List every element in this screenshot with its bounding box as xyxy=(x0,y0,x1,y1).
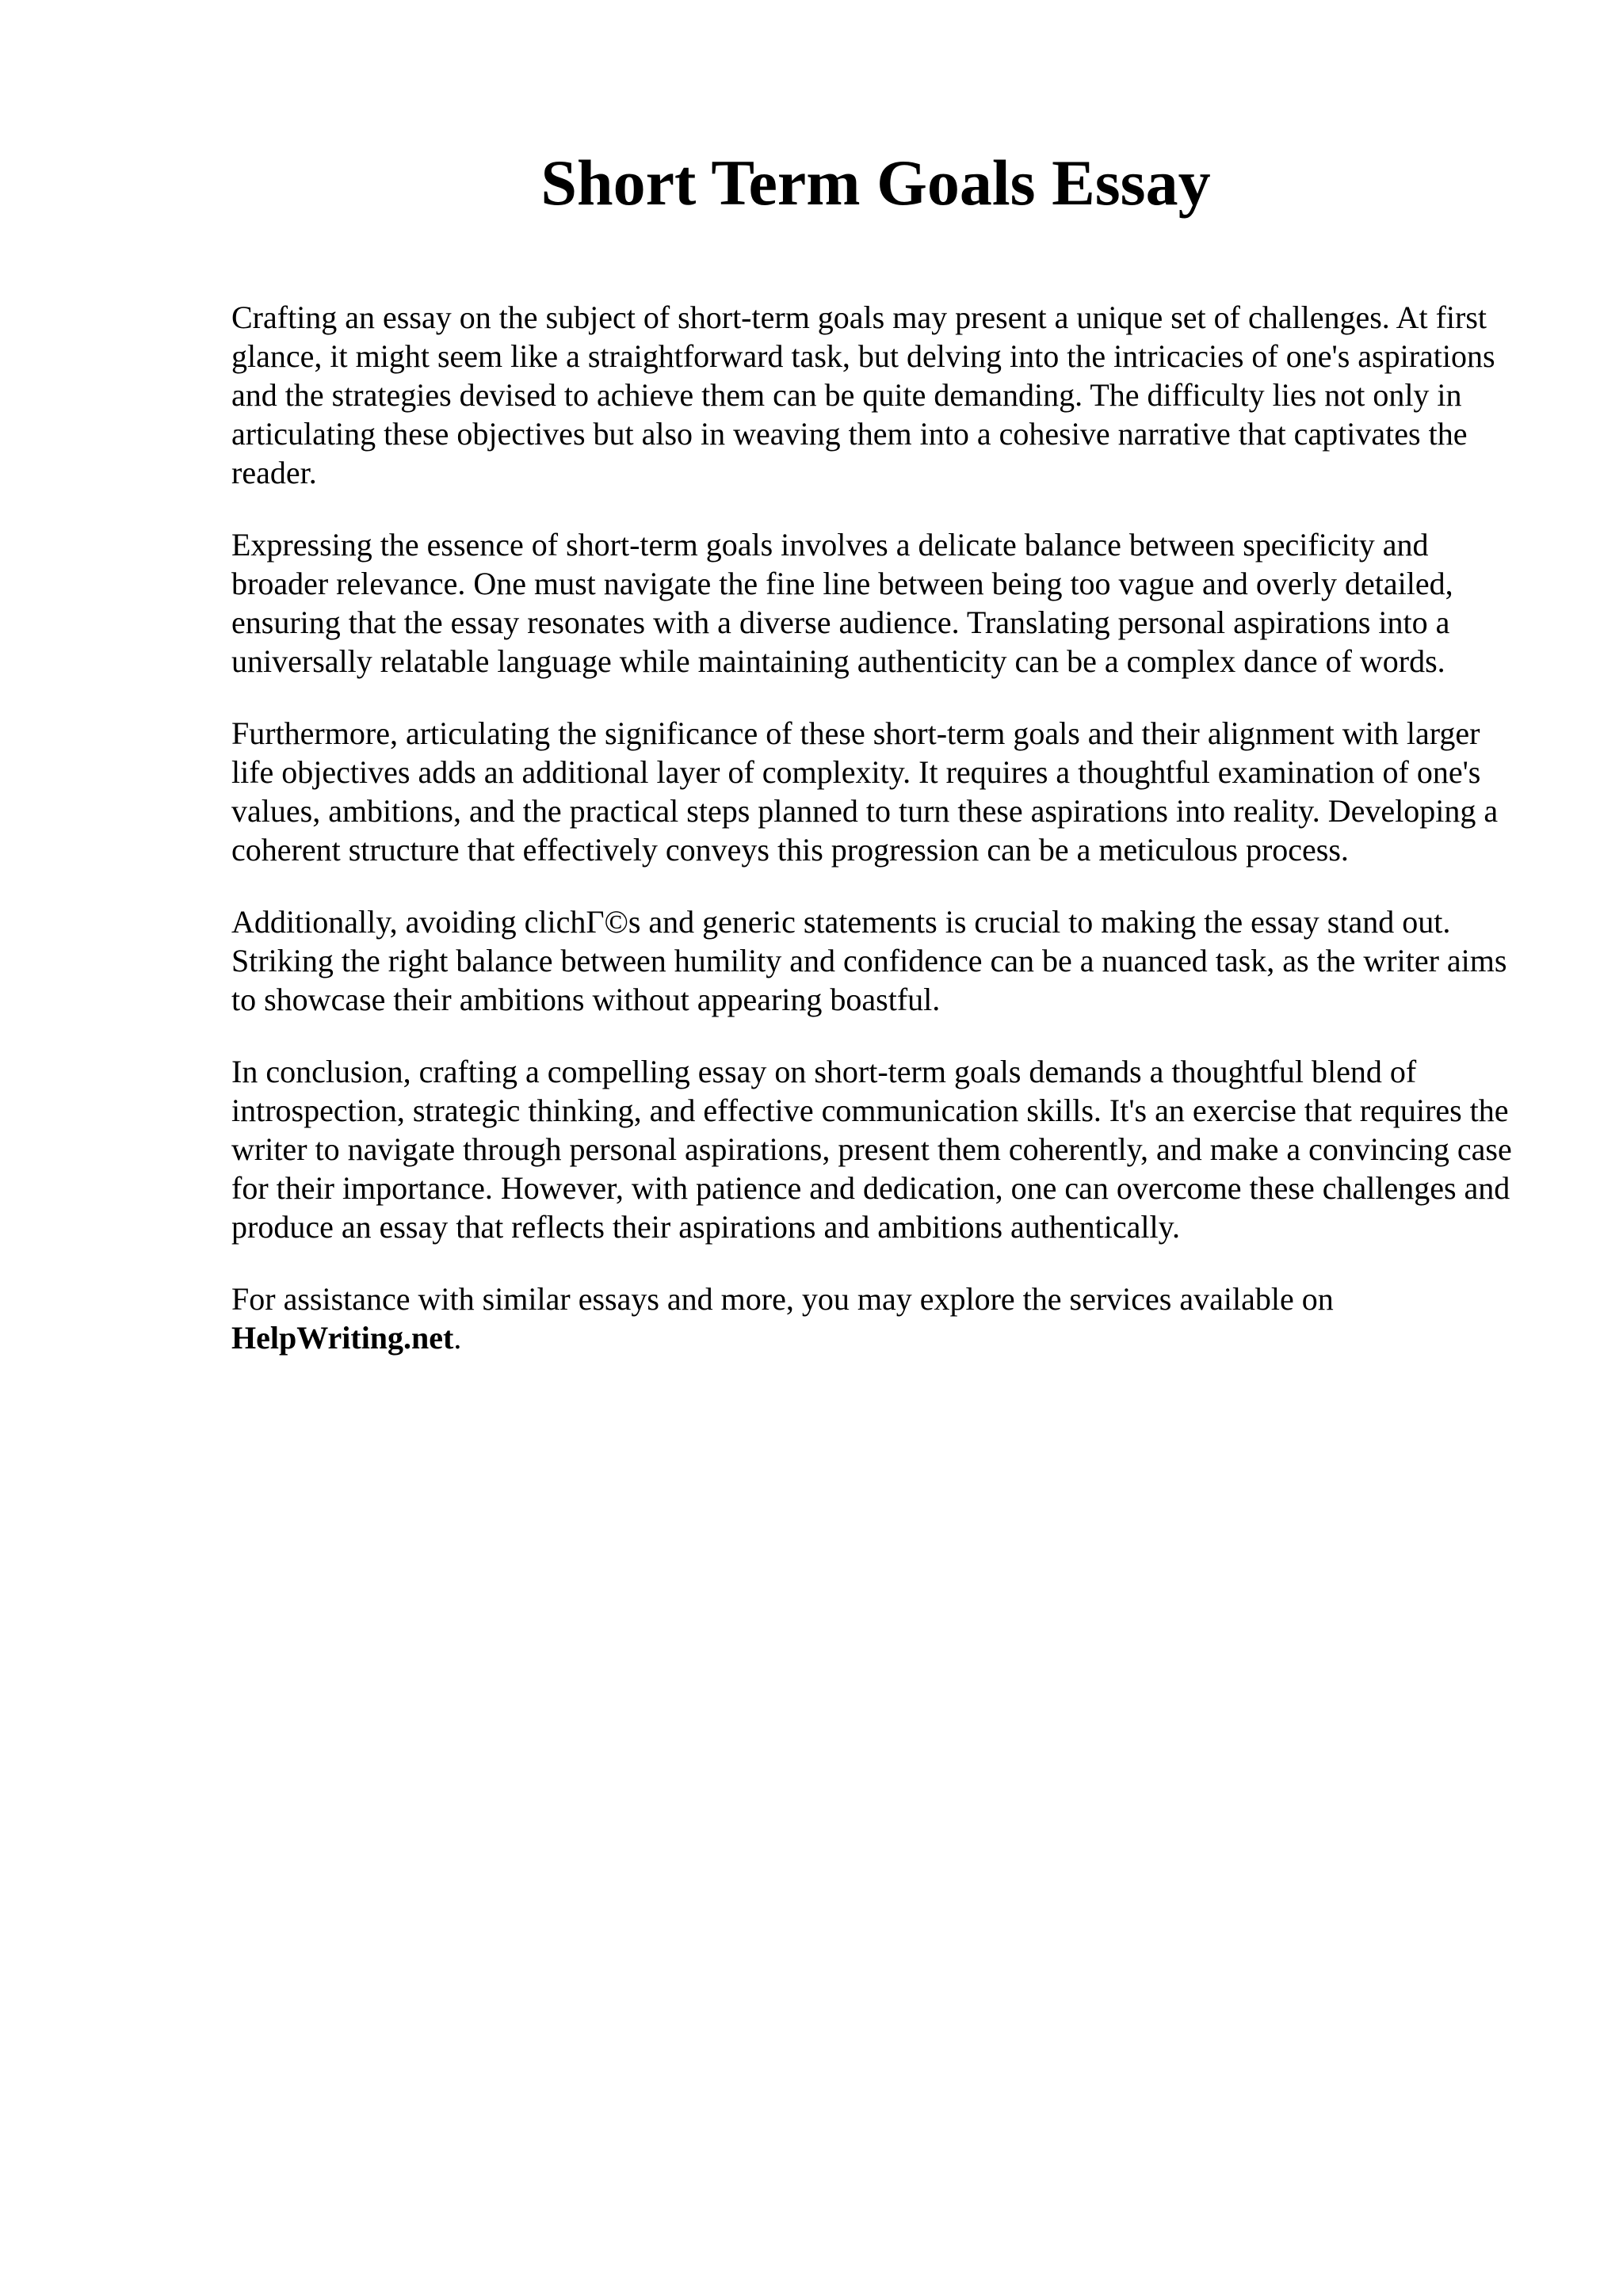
paragraph-3: Furthermore, articulating the significance of these short-term goals and their alignment with larger life objectives adds an additional layer of complexity. It requires a thoughtful examination of one's values, ambitions, and the practical steps planned to turn these aspirations into reality. Developing a coherent structure that effectively conveys this progression can be a meticulous process. xyxy=(231,715,1499,868)
helpwriting-link[interactable]: HelpWriting.net xyxy=(231,1320,454,1356)
paragraph-4: Additionally, avoiding clichΓ©s and generic statements is crucial to making the essay stand out. Striking the right balance between humility and confidence can be a nuanced task, as the writer aims to showcase their ambitions without appearing boastful. xyxy=(231,904,1507,1017)
closing-period: . xyxy=(453,1320,462,1356)
closing-paragraph xyxy=(231,1280,1515,1357)
closing-text: For assistance with similar essays and more, you may explore the services available on xyxy=(231,1281,1334,1317)
paragraph-5: In conclusion, crafting a compelling essay on short-term goals demands a thoughtful blend of introspection, strategic thinking, and effective communication skills. It's an exercise that requires the writer to navigate through personal aspirations, present them coherently, and make a convincing case for their importance. However, with patience and dedication, one can overcome these challenges and produce an essay that reflects their aspirations and ambitions authentically. xyxy=(231,1054,1512,1245)
paragraph-2: Expressing the essence of short-term goals involves a delicate balance between specificity and broader relevance. One must navigate the fine line between being too vague and overly detailed, ensuring that the essay resonates with a diverse audience. Translating personal aspirations into a universally relatable language while maintaining authenticity can be a complex dance of words. xyxy=(231,527,1453,679)
paragraph-1: Crafting an essay on the subject of short-term goals may present a unique set of challenges. At first glance, it might seem like a straightforward task, but delving into the intricacies of one's aspirations and the strategies devised to achieve them can be quite demanding. The difficulty lies not only in articulating these objectives but also in weaving them into a cohesive narrative that captivates the reader. xyxy=(231,299,1495,490)
essay-body xyxy=(231,298,1515,1390)
document-title: Short Term Goals Essay xyxy=(540,147,1211,219)
